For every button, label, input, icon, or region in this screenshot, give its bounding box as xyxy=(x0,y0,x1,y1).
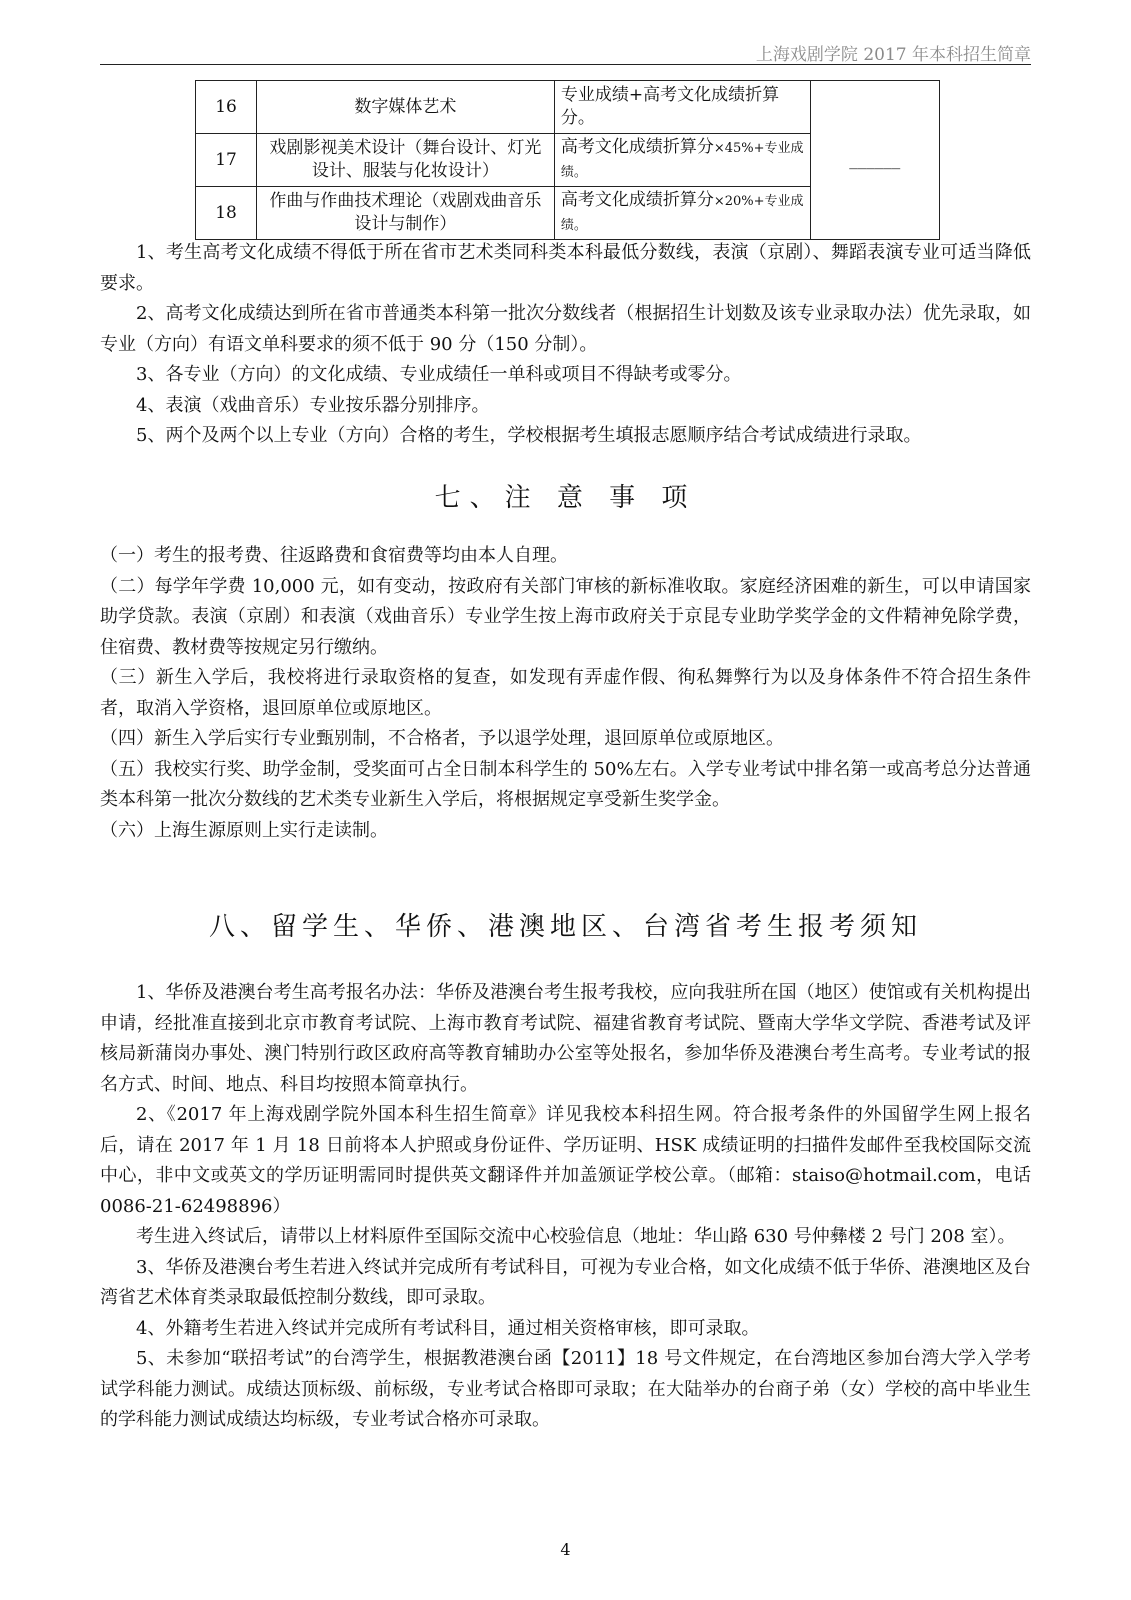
guideline-paragraph: 5、未参加“联招考试”的台湾学生，根据教港澳台函【2011】18 号文件规定，在台湾地区参加台湾大学入学考试学科能力测试。成绩达顶标级、前标级，专业考试合格即可录取；在大陆举办的台商子弟（女）学校的高中毕业生的学科能力测试成绩达均标级，专业考试合格亦可录取。 xyxy=(100,1348,1031,1430)
guideline-paragraph: 3、华侨及港澳台考生若进入终试并完成所有考试科目，可视为专业合格，如文化成绩不低于华侨、港澳地区及台湾省艺术体育类录取最低控制分数线，即可录取。 xyxy=(100,1256,1031,1308)
note-item: 3、各专业（方向）的文化成绩、专业成绩任一单科或项目不得缺考或零分。 xyxy=(136,364,742,385)
major-name: 作曲与作曲技术理论（戏剧戏曲音乐设计与制作） xyxy=(257,187,555,240)
notice-item: （六）上海生源原则上实行走读制。 xyxy=(100,819,388,841)
major-name: 戏剧影视美术设计（舞台设计、灯光设计、服装与化妆设计） xyxy=(257,134,555,187)
section-8-body xyxy=(100,978,1031,1436)
header-divider xyxy=(100,64,1031,65)
section-7-list xyxy=(100,541,1031,846)
notice-item: （三）新生入学后，我校将进行录取资格的复查，如发现有弄虚作假、徇私舞弊行为以及身体条件不符合招生条件者，取消入学资格，退回原单位或原地区。 xyxy=(100,667,1031,719)
section-7-title: 七、注 意 事 项 xyxy=(434,483,697,513)
method-main: 高考文化成绩折算分 xyxy=(560,190,714,210)
row-number: 16 xyxy=(196,81,257,134)
admission-table xyxy=(195,80,940,240)
notice-item: （一）考生的报考费、往返路费和食宿费等均由本人自理。 xyxy=(100,545,568,566)
admission-method xyxy=(554,187,810,240)
guideline-paragraph: 考生进入终试后，请带以上材料原件至国际交流中心校验信息（地址：华山路 630 号仲彝楼 2 号门 208 室）。 xyxy=(136,1226,1016,1247)
notice-item: （四）新生入学后实行专业甄别制，不合格者，予以退学处理，退回原单位或原地区。 xyxy=(100,728,784,749)
notice-item: （二）每学年学费 10,000 元，如有变动，按政府有关部门审核的新标准收取。家庭经济困难的新生，可以申请国家助学贷款。表演（京剧）和表演（戏曲音乐）专业学生按上海市政府关于京昆专业助学奖学金的文件精神免除学费，住宿费、教材费等按规定另行缴纳。 xyxy=(100,575,1031,658)
remarks-cell: ______ xyxy=(810,81,939,240)
method-weight: ×20%+专业成绩。 xyxy=(560,194,804,233)
page-number: 4 xyxy=(560,1540,571,1559)
admission-method xyxy=(554,134,810,187)
notice-item: （五）我校实行奖、助学金制，受奖面可占全日制本科学生的 50%左右。入学专业考试中排名第一或高考总分达普通类本科第一批次分数线的艺术类专业新生入学后，将根据规定享受新生奖学金。 xyxy=(100,758,1031,810)
method-main: 高考文化成绩折算分 xyxy=(560,137,714,157)
note-item: 4、表演（戏曲音乐）专业按乐器分别排序。 xyxy=(136,394,490,416)
guideline-paragraph: 1、华侨及港澳台考生高考报名办法：华侨及港澳台考生报考我校，应向我驻所在国（地区）使馆或有关机构提出申请，经批准直接到北京市教育考试院、上海市教育考试院、福建省教育考试院、暨南大学华文学院、香港考试及评核局新蒲岗办事处、澳门特别行政区政府高等教育辅助办公室等处报名，参加华侨及港澳台考生高考。专业考试的报名方式、时间、地点、科目均按照本简章执行。 xyxy=(100,982,1031,1095)
guideline-paragraph: 2、《2017 年上海戏剧学院外国本科生招生简章》详见我校本科招生网。符合报考条件的外国留学生网上报名后，请在 2017 年 1 月 18 日前将本人护照或身份证件、学历证明、HSK 成绩证明的扫描件发邮件至我校国际交流中心，非中文或英文的学历证明需同时提供英文翻译件并加盖颁证学校公章。（邮箱：staiso@hotmail.com，电话 0086-21-62498896） xyxy=(100,1104,1031,1217)
table-row xyxy=(196,81,940,134)
page-header-title: 上海戏剧学院 2017 年本科招生简章 xyxy=(755,45,1031,65)
admission-method xyxy=(554,81,810,134)
method-main: 专业成绩+高考文化成绩折算分。 xyxy=(560,85,780,128)
section-8-title: 八、留学生、华侨、港澳地区、台湾省考生报考须知 xyxy=(208,912,922,942)
note-item: 2、高考文化成绩达到所在省市普通类本科第一批次分数线者（根据招生计划数及该专业录取办法）优先录取，如专业（方向）有语文单科要求的须不低于 90 分（150 分制）。 xyxy=(100,303,1031,355)
method-weight: ×45%+专业成绩。 xyxy=(560,141,804,180)
row-number: 17 xyxy=(196,134,257,187)
row-number: 18 xyxy=(196,187,257,240)
note-item: 1、考生高考文化成绩不得低于所在省市艺术类同科类本科最低分数线，表演（京剧）、舞蹈表演专业可适当降低要求。 xyxy=(100,242,1031,294)
guideline-paragraph: 4、外籍考生若进入终试并完成所有考试科目，通过相关资格审核，即可录取。 xyxy=(136,1317,760,1339)
admission-notes xyxy=(100,238,1031,452)
note-item: 5、两个及两个以上专业（方向）合格的考生，学校根据考生填报志愿顺序结合考试成绩进行录取。 xyxy=(136,425,922,446)
major-name: 数字媒体艺术 xyxy=(257,81,555,134)
